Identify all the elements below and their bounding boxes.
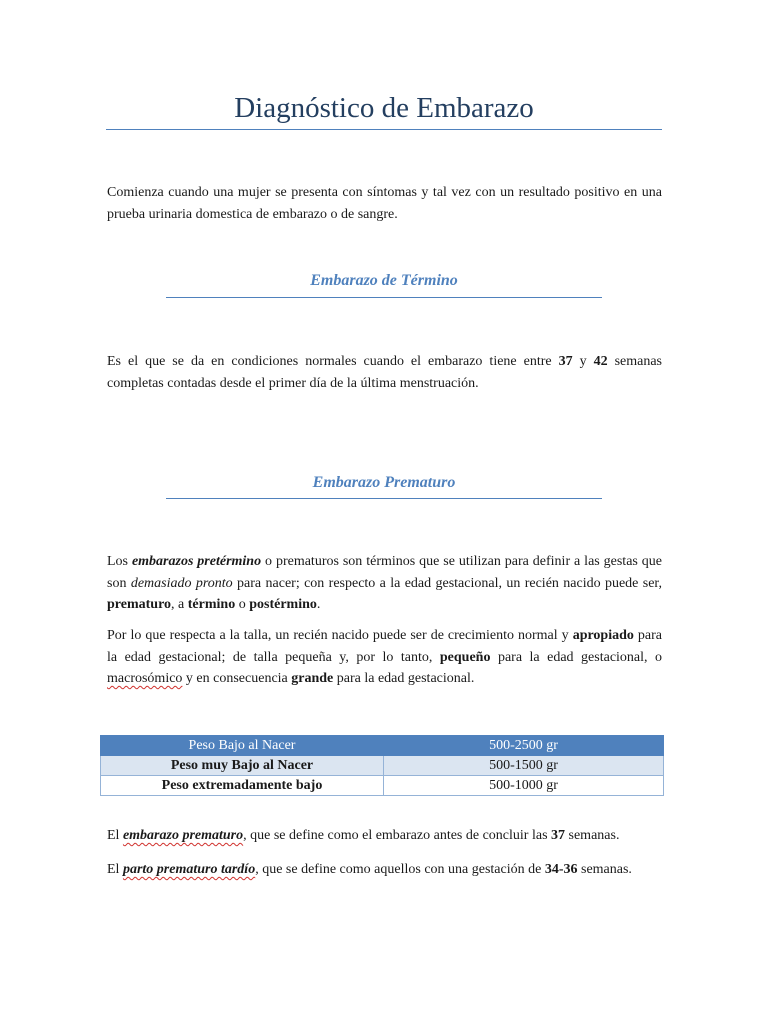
term-demasiado-pronto: demasiado pronto xyxy=(130,575,233,591)
text-run: para nacer; con respecto a la edad gestacional, un recién nacido puede ser, xyxy=(232,575,663,591)
table-cell-value: 500-1000 gr xyxy=(384,776,664,796)
text-run: Los xyxy=(107,554,132,569)
table-header-row xyxy=(101,736,664,756)
text-run: . xyxy=(316,597,321,612)
intro-paragraph xyxy=(107,182,662,225)
table-cell-label: Peso extremadamente bajo xyxy=(101,776,384,796)
text-run: semanas. xyxy=(577,862,632,877)
prematuro-paragraph-2 xyxy=(107,625,662,690)
text-run: Por lo que respecta a la talla, un recién nacido puede ser de crecimiento normal y xyxy=(107,628,573,643)
text-run: , que se define como aquellos con una gestación de xyxy=(255,862,545,877)
text-run: o prematuros son términos que se utilizan para definir a las gestas que son xyxy=(107,554,663,591)
heading-termino-divider xyxy=(166,297,602,298)
text-run: El xyxy=(107,862,123,877)
weeks-max: 42 xyxy=(593,354,608,369)
table-cell-label: Peso Bajo al Nacer xyxy=(101,736,384,756)
term-pequeno: pequeño xyxy=(439,649,491,665)
heading-embarazo-termino: Embarazo de Término xyxy=(310,272,458,289)
text-run: para la edad gestacional. xyxy=(333,671,475,686)
table-cell-value: 500-2500 gr xyxy=(384,736,664,756)
text-run: semanas completas contadas desde el primer día de la última menstruación. xyxy=(107,354,662,391)
heading-prematuro-divider xyxy=(166,498,602,499)
table-cell-label: Peso muy Bajo al Nacer xyxy=(101,756,384,776)
term-postermino: postérmino xyxy=(249,597,317,612)
table-row xyxy=(101,776,664,796)
term-apropiado: apropiado xyxy=(572,628,634,643)
term-embarazo-prematuro: embarazo prematuro xyxy=(122,828,244,843)
text-run: El xyxy=(107,828,123,843)
text-run: semanas. xyxy=(565,828,620,843)
table-cell-value: 500-1500 gr xyxy=(384,756,664,776)
weeks-min: 37 xyxy=(558,354,573,369)
text-run: o xyxy=(235,597,250,612)
termino-paragraph xyxy=(107,351,662,394)
term-parto-prematuro-tardio: parto prematuro tardío xyxy=(122,862,256,877)
term-grande: grande xyxy=(291,671,334,686)
weeks-range: 34-36 xyxy=(544,862,578,877)
weeks-limit: 37 xyxy=(551,828,566,843)
text-run: , a xyxy=(171,597,188,612)
text-run: y en consecuencia xyxy=(182,671,292,686)
closing-paragraph-1 xyxy=(107,825,662,847)
term-prematuro: prematuro xyxy=(107,597,172,612)
text-run: y xyxy=(572,354,594,369)
table-row xyxy=(101,756,664,776)
intro-text: Comienza cuando una mujer se presenta con síntomas y tal vez con un resultado positivo en una prueba urinaria domestica de embarazo o de sangre. xyxy=(107,185,662,222)
heading-embarazo-prematuro: Embarazo Prematuro xyxy=(312,474,456,491)
closing-paragraph-2 xyxy=(107,859,662,881)
text-run: Es el que se da en condiciones normales cuando el embarazo tiene entre xyxy=(107,354,559,369)
page-title: Diagnóstico de Embarazo xyxy=(234,92,534,124)
term-termino: término xyxy=(187,597,236,612)
text-run: , que se define como el embarazo antes de concluir las xyxy=(243,828,552,843)
prematuro-paragraph-1 xyxy=(107,551,662,616)
text-run: para la edad gestacional; de talla pequeña y, por lo tanto, xyxy=(107,628,663,665)
text-run: para la edad gestacional, o xyxy=(490,649,663,665)
term-macrosomico: macrosómico xyxy=(107,671,183,686)
term-pretermino: embarazos pretérmino xyxy=(131,554,262,569)
title-divider xyxy=(106,129,662,130)
birth-weight-table xyxy=(100,735,664,796)
